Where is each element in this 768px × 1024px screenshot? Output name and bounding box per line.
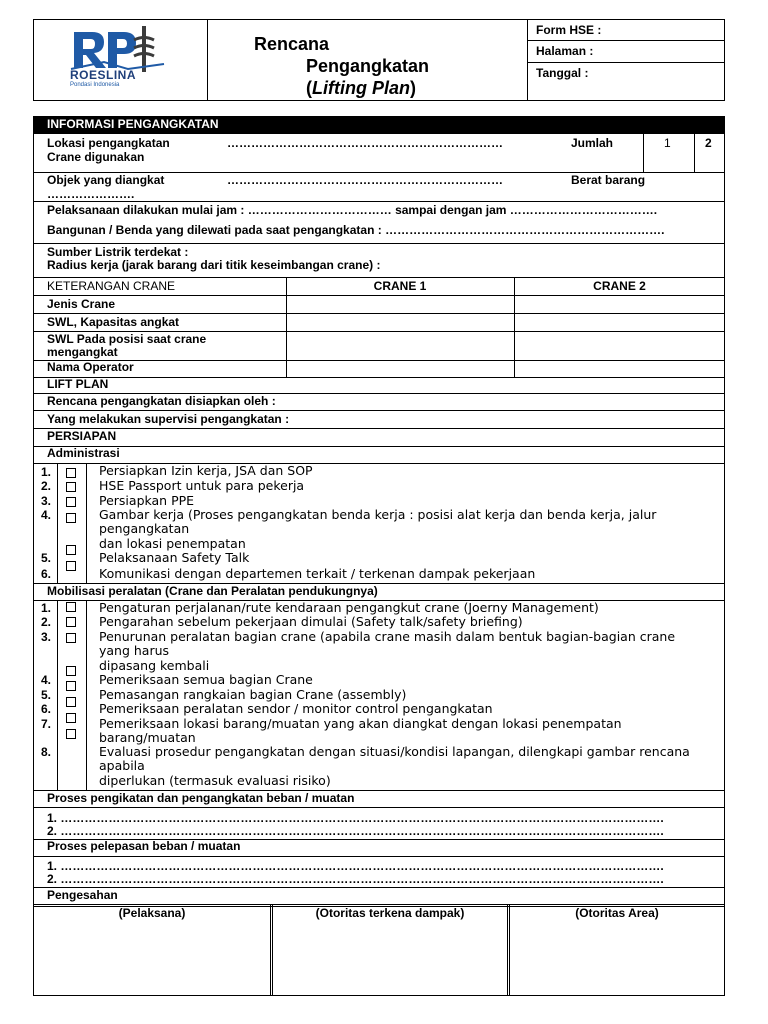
doc-title-line1: Rencana	[254, 34, 330, 54]
sign-box-otoritas-dampak[interactable]: (Otoritas terkena dampak)	[315, 906, 465, 920]
admin-num-5: 5.	[40, 551, 51, 565]
pelaksanaan-line[interactable]: Pelaksanaan dilakukan mulai jam : ……………………………… sampai dengan jam ……………………………….	[47, 203, 658, 217]
mob-num-2: 2.	[40, 615, 51, 629]
tanggal-label: Tanggal :	[536, 66, 589, 80]
admin-item-5: Pelaksanaan Safety Talk	[99, 550, 250, 565]
pengikatan-rule-1	[33, 807, 725, 808]
pelepasan-line-1[interactable]: 1. …………………………………………………………………………………………………………………………………….	[47, 859, 664, 873]
header-rule-1	[527, 40, 725, 41]
crane-header-keterangan: KETERANGAN CRANE	[47, 279, 176, 293]
admin-item-3: Persiapkan PPE	[99, 493, 195, 508]
mob-item-3-cont-1: yang harus	[99, 643, 170, 658]
crane-header-crane2: CRANE 2	[593, 279, 646, 293]
persiapan-title: PERSIAPAN	[47, 429, 117, 443]
pelepasan-rule-1	[33, 856, 725, 857]
mob-checkbox-3[interactable]	[66, 633, 76, 643]
mob-checkbox-1[interactable]	[66, 602, 76, 612]
prepared-by-label[interactable]: Rencana pengangkatan disiapkan oleh :	[47, 394, 276, 408]
lokasi-field[interactable]: ……………………………………………………………	[227, 136, 503, 150]
pelepasan-rule-2	[33, 887, 725, 888]
lift-plan-title: LIFT PLAN	[47, 377, 109, 391]
mob-num-4: 4.	[40, 673, 51, 687]
crane-header-crane1: CRANE 1	[373, 279, 427, 293]
mob-item-3-cont-2: dipasang kembali	[99, 658, 210, 673]
sign-box-otoritas-area[interactable]: (Otoritas Area)	[575, 906, 659, 920]
lift-rule-3	[33, 428, 725, 429]
mob-item-7-cont: barang/muatan	[99, 730, 196, 745]
rule-info-4	[33, 277, 725, 278]
sign-box-pelaksana[interactable]: (Pelaksana)	[118, 906, 186, 920]
mob-num-1: 1.	[40, 601, 51, 615]
mob-item-4: Pemeriksaan semua bagian Crane	[99, 672, 313, 687]
mob-item-5: Pemasangan rangkaian bagian Crane (assembly)	[99, 687, 407, 702]
berat-label: Berat barang	[571, 173, 646, 187]
crane-rule-4	[33, 360, 725, 361]
doc-title-paren-close: )	[410, 78, 416, 98]
mob-col-divider-1	[57, 600, 58, 790]
admin-num-4: 4.	[40, 508, 51, 522]
proses-pengikatan-title: Proses pengikatan dan pengangkatan beban / muatan	[47, 791, 355, 805]
mob-checkbox-7[interactable]	[66, 713, 76, 723]
crane-row-swl: SWL, Kapasitas angkat	[47, 315, 180, 329]
mob-item-7: Pemeriksaan lokasi barang/muatan yang akan diangkat dengan lokasi penempatan	[99, 716, 622, 731]
mob-num-7: 7.	[40, 717, 51, 731]
halaman-label: Halaman :	[536, 44, 594, 58]
admin-item-6: Komunikasi dengan departemen terkait / terkenan dampak pekerjaan	[99, 566, 536, 581]
admin-checkbox-5[interactable]	[66, 545, 76, 555]
radius-kerja-label: Radius kerja (jarak barang dari titik keseimbangan crane) :	[47, 258, 381, 272]
admin-col-divider-1	[57, 463, 58, 583]
mob-checkbox-4[interactable]	[66, 666, 76, 676]
pengesahan-title: Pengesahan	[47, 888, 118, 902]
mob-checkbox-8[interactable]	[66, 729, 76, 739]
crane-rule-5	[33, 377, 725, 378]
crane-rule-2	[33, 313, 725, 314]
logo-subtext: Pondasi Indonesia	[70, 82, 120, 88]
objek-field[interactable]: ……………………………………………………………	[227, 173, 503, 187]
pengikatan-line-1[interactable]: 1. …………………………………………………………………………………………………………………………………….	[47, 811, 664, 825]
admin-checkbox-2[interactable]	[66, 482, 76, 492]
admin-item-4: Gambar kerja (Proses pengangkatan benda kerja : posisi alat kerja dan benda kerja, jalur	[99, 507, 657, 522]
mobilisasi-title: Mobilisasi peralatan (Crane dan Peralatan pendukungnya)	[47, 584, 378, 598]
header-rule-2	[527, 62, 725, 63]
logo-text: ROESLINA	[70, 68, 137, 82]
admin-num-2: 2.	[40, 479, 51, 493]
crane-row-jenis: Jenis Crane	[47, 297, 116, 311]
admin-item-4-cont-1: pengangkatan	[99, 521, 190, 536]
doc-title-line3	[306, 78, 416, 98]
company-logo	[68, 22, 168, 98]
mob-num-8: 8.	[40, 745, 51, 759]
admin-num-6: 6.	[40, 567, 51, 581]
admin-num-3: 3.	[40, 494, 51, 508]
administrasi-title: Administrasi	[47, 446, 120, 460]
lokasi-label: Lokasi pengangkatan	[47, 136, 170, 150]
mob-item-1: Pengaturan perjalanan/rute kendaraan pengangkut crane (Joerny Management)	[99, 600, 599, 615]
persiapan-rule-1	[33, 446, 725, 447]
admin-checkbox-4[interactable]	[66, 513, 76, 523]
form-hse-label: Form HSE :	[536, 23, 602, 37]
doc-title-paren-open: (	[306, 78, 312, 98]
mob-num-6: 6.	[40, 702, 51, 716]
admin-item-4-cont-2: dan lokasi penempatan	[99, 536, 246, 551]
crane-rule-1	[33, 295, 725, 296]
mob-checkbox-6[interactable]	[66, 697, 76, 707]
pengikatan-line-2[interactable]: 2. …………………………………………………………………………………………………………………………………….	[47, 824, 664, 838]
mob-item-3: Penurunan peralatan bagian crane (apabila crane masih dalam bentuk bagian-bagian crane	[99, 629, 676, 644]
mob-item-6: Pemeriksaan peralatan sendor / monitor control pengangkatan	[99, 701, 493, 716]
admin-checkbox-1[interactable]	[66, 468, 76, 478]
crane-row-swl-posisi: SWL Pada posisi saat crane	[47, 332, 207, 346]
crane-digunakan-label: Crane digunakan	[47, 150, 145, 164]
jumlah-value-2[interactable]: 2	[705, 136, 712, 150]
admin-col-divider-2	[86, 463, 87, 583]
doc-title-italic: Lifting Plan	[312, 78, 410, 98]
mob-col-divider-2	[86, 600, 87, 790]
mob-checkbox-5[interactable]	[66, 681, 76, 691]
admin-item-2: HSE Passport untuk para pekerja	[99, 478, 305, 493]
jumlah-divider-2	[694, 134, 695, 172]
bangunan-line[interactable]: Bangunan / Benda yang dilewati pada saat pengangkatan : …………………………………………………………….	[47, 223, 665, 237]
admin-checkbox-3[interactable]	[66, 497, 76, 507]
lift-rule-2	[33, 410, 725, 411]
jumlah-value-1[interactable]: 1	[664, 136, 671, 150]
admin-item-1: Persiapkan Izin kerja, JSA dan SOP	[99, 463, 313, 478]
mob-checkbox-2[interactable]	[66, 617, 76, 627]
rule-info-2	[33, 201, 725, 202]
sumber-listrik-label: Sumber Listrik terdekat :	[47, 245, 189, 259]
mob-item-2: Pengarahan sebelum pekerjaan dimulai (Safety talk/safety briefing)	[99, 614, 523, 629]
info-section-title: INFORMASI PENGANGKATAN	[47, 117, 219, 131]
pelepasan-line-2[interactable]: 2. …………………………………………………………………………………………………………………………………….	[47, 872, 664, 886]
header-divider-1	[207, 19, 208, 101]
rule-info-3	[33, 243, 725, 244]
crane-row-mengangkat: mengangkat	[47, 345, 118, 359]
doc-title-line2: Pengangkatan	[306, 56, 430, 76]
crane-row-operator: Nama Operator	[47, 360, 134, 374]
header-divider-2	[527, 19, 528, 101]
admin-checkbox-6[interactable]	[66, 561, 76, 571]
berat-field[interactable]: ………………….	[47, 187, 135, 201]
admin-num-1: 1.	[40, 465, 51, 479]
jumlah-divider-1	[643, 134, 644, 172]
mob-num-5: 5.	[40, 688, 51, 702]
mob-item-8-cont-1: apabila	[99, 758, 145, 773]
mob-item-8-cont-2: diperlukan (termasuk evaluasi risiko)	[99, 773, 331, 788]
objek-label: Objek yang diangkat	[47, 173, 165, 187]
jumlah-label: Jumlah	[571, 136, 614, 150]
supervised-by-label[interactable]: Yang melakukan supervisi pengangkatan :	[47, 412, 290, 426]
mob-num-3: 3.	[40, 630, 51, 644]
mob-item-8: Evaluasi prosedur pengangkatan dengan situasi/kondisi lapangan, dilengkapi gambar rencana	[99, 744, 690, 759]
pengesahan-rule-1	[33, 904, 725, 905]
proses-pelepasan-title: Proses pelepasan beban / muatan	[47, 839, 241, 853]
